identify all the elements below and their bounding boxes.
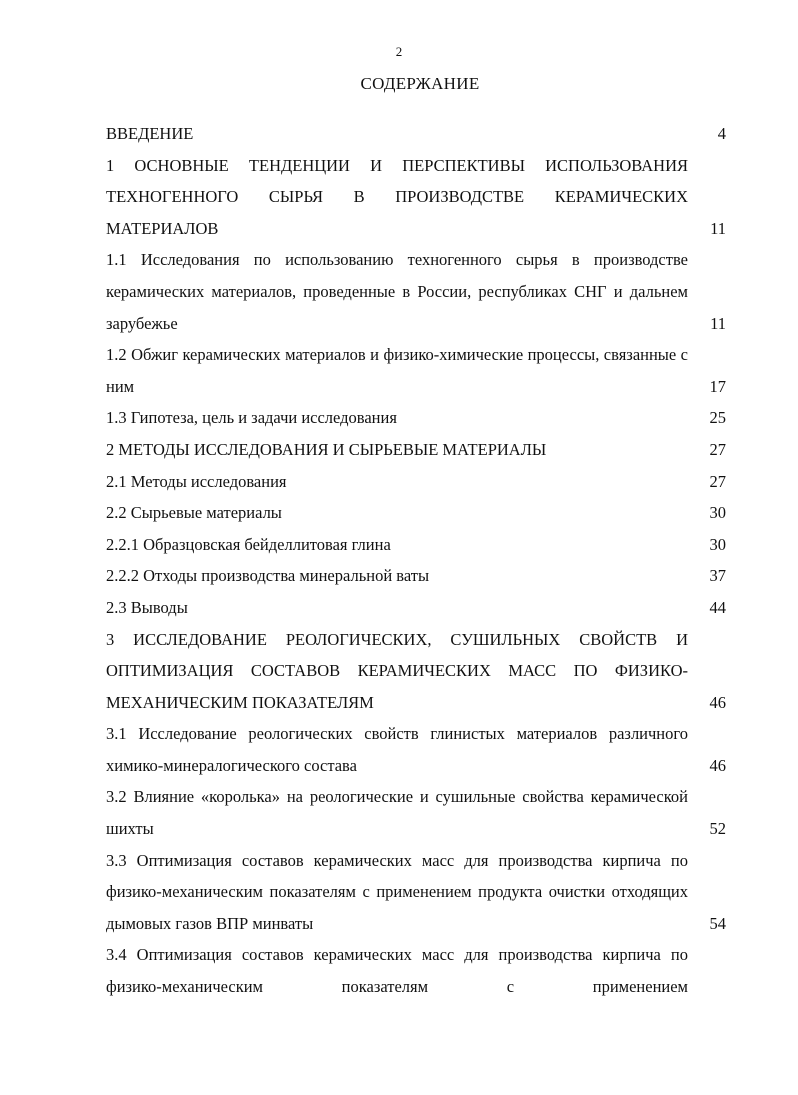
toc-entry-text: 1.2 Обжиг керамических материалов и физико-химические процессы, связанные с ним [106, 345, 688, 396]
page-number: 2 [395, 44, 403, 59]
toc-entry-text: 1.1 Исследования по использованию техногенного сырья в производстве керамических материалов, проведенные в России, республиках СНГ и дальнем зарубежье [106, 250, 688, 333]
toc-entry-page: 37 [709, 566, 726, 586]
toc-entry-text: 3.4 Оптимизация составов керамических масс для производства кирпича по физико-механическим показателям с применением [106, 945, 688, 997]
toc-entry-text: 1.3 Гипотеза, цель и задачи исследования [106, 408, 397, 428]
toc-entry-page: 11 [710, 313, 726, 333]
toc-entry-text: 3.1 Исследование реологических свойств глинистых материалов различного химико-минералогического состава [106, 724, 688, 775]
toc-entry-section-2-2-2[interactable] [106, 560, 726, 592]
toc-entry-chapter-3[interactable] [106, 624, 726, 719]
toc-entry-text: 2.3 Выводы [106, 597, 188, 617]
toc-entry-page: 17 [709, 376, 726, 396]
toc-entry-section-2-2-1[interactable] [106, 529, 726, 561]
toc-entry-section-2-1[interactable] [106, 466, 726, 498]
toc-entry-page: 44 [709, 597, 726, 617]
toc-entry-section-2-3[interactable] [106, 592, 726, 624]
toc-entry-text: 2.2.1 Образцовская бейделлитовая глина [106, 534, 391, 554]
toc-entry-text: 3.3 Оптимизация составов керамических масс для производства кирпича по физико-механическим показателям с применением продукта очистки отходящих дымовых газов ВПР минваты [106, 850, 688, 933]
toc-entry-page: 30 [709, 503, 726, 523]
toc-entry-section-3-2[interactable] [106, 781, 726, 844]
toc-entry-section-3-4[interactable] [106, 939, 726, 1002]
toc-entry-page: 4 [717, 124, 726, 143]
toc-entry-page: 46 [709, 755, 726, 775]
toc-entry-page: 11 [710, 218, 726, 238]
toc-entry-introduction[interactable] [106, 118, 726, 150]
toc-entry-section-3-1[interactable] [106, 718, 726, 781]
table-of-contents [106, 118, 726, 1003]
toc-entry-section-2-2[interactable] [106, 497, 726, 529]
toc-entry-page: 27 [709, 471, 726, 491]
toc-entry-text: 2 МЕТОДЫ ИССЛЕДОВАНИЯ И СЫРЬЕВЫЕ МАТЕРИАЛЫ [106, 439, 547, 459]
toc-entry-text: 3.2 Влияние «королька» на реологические и сушильные свойства керамической шихты [106, 787, 688, 839]
toc-entry-page: 46 [709, 692, 726, 712]
toc-entry-section-1-3[interactable] [106, 402, 726, 434]
toc-entry-text: 2.2 Сырьевые материалы [106, 503, 282, 523]
toc-entry-section-1-2[interactable] [106, 339, 726, 402]
toc-entry-page: 25 [709, 408, 726, 428]
toc-entry-text: 3 ИССЛЕДОВАНИЕ РЕОЛОГИЧЕСКИХ, СУШИЛЬНЫХ СВОЙСТВ И ОПТИМИЗАЦИЯ СОСТАВОВ КЕРАМИЧЕСКИХ МАСС ПО ФИЗИКО-МЕХАНИЧЕСКИМ ПОКАЗАТЕЛЯМ [106, 629, 688, 712]
toc-entry-page: 27 [709, 439, 726, 459]
toc-entry-text: ВВЕДЕНИЕ [106, 124, 194, 143]
toc-entry-section-1-1[interactable] [106, 244, 726, 339]
toc-entry-page: 30 [709, 534, 726, 554]
toc-entry-text: 2.1 Методы исследования [106, 471, 287, 491]
document-title: СОДЕРЖАНИЕ [360, 74, 480, 93]
toc-entry-page: 52 [709, 819, 726, 839]
toc-entry-page: 54 [709, 913, 726, 933]
toc-entry-chapter-2[interactable] [106, 434, 726, 466]
toc-entry-text: 2.2.2 Отходы производства минеральной ваты [106, 566, 430, 586]
toc-entry-text: 1 ОСНОВНЫЕ ТЕНДЕНЦИИ И ПЕРСПЕКТИВЫ ИСПОЛЬЗОВАНИЯ ТЕХНОГЕННОГО СЫРЬЯ В ПРОИЗВОДСТВЕ КЕРАМИЧЕСКИХ МАТЕРИАЛОВ [106, 155, 688, 238]
toc-entry-section-3-3[interactable] [106, 845, 726, 940]
toc-entry-chapter-1[interactable] [106, 150, 726, 245]
